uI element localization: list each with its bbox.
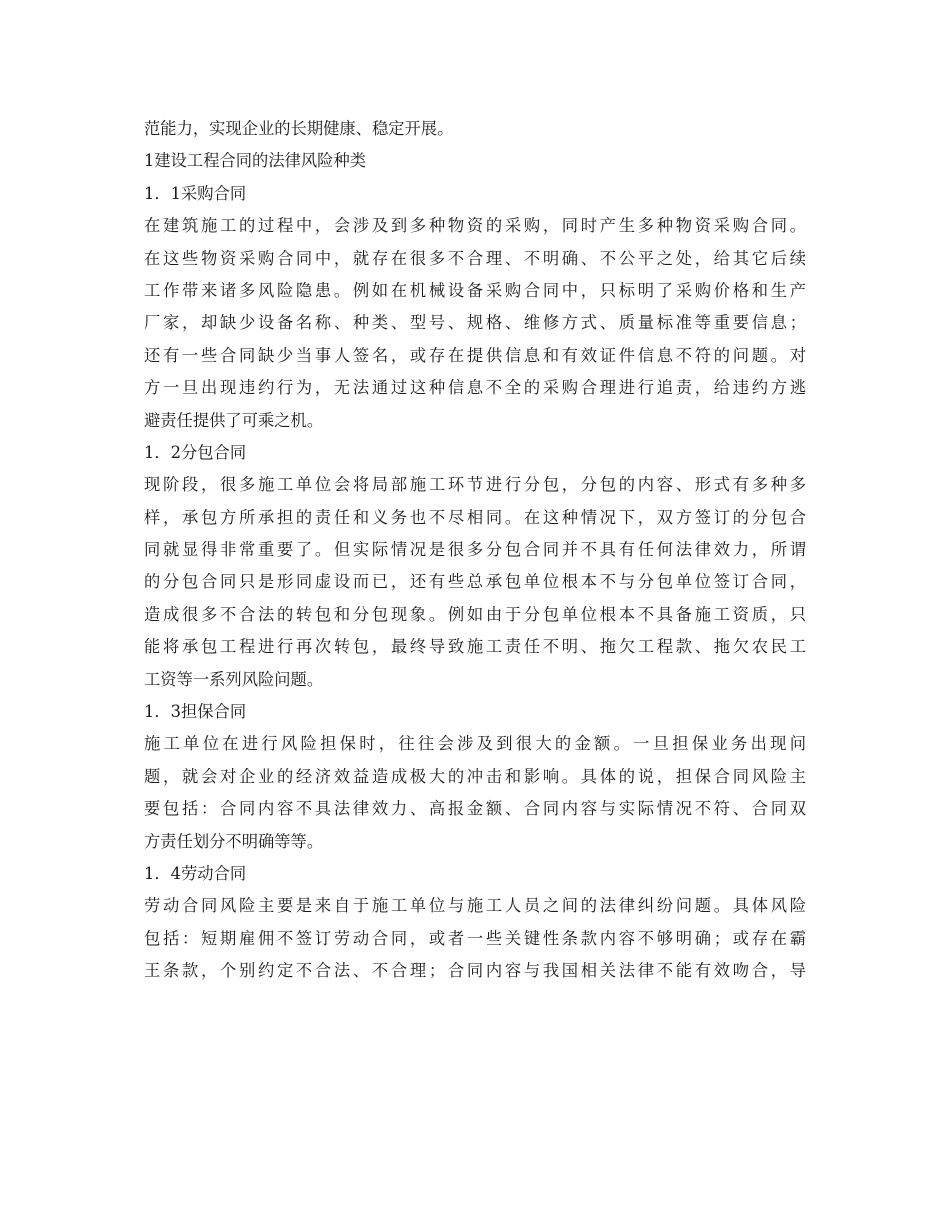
body-line: 厂家，却缺少设备名称、种类、型号、规格、维修方式、质量标准等重要信息； xyxy=(144,313,806,333)
body-line: 方责任划分不明确等等。 xyxy=(144,831,324,851)
body-line: 要包括：合同内容不具法律效力、高报金额、合同内容与实际情况不符、合同双 xyxy=(144,799,806,819)
body-line: 劳动合同风险主要是来自于施工单位与施工人员之间的法律纠纷问题。具体风险 xyxy=(144,896,806,916)
body-line: 在这些物资采购合同中，就存在很多不合理、不明确、不公平之处，给其它后续 xyxy=(144,248,806,268)
body-line: 避责任提供了可乘之机。 xyxy=(144,410,324,430)
body-line: 同就显得非常重要了。但实际情况是很多分包合同并不具有任何法律效力，所谓 xyxy=(144,540,806,560)
subsection-heading: 1．1采购合同 xyxy=(144,183,247,203)
body-line: 能将承包工程进行再次转包，最终导致施工责任不明、拖欠工程款、拖欠农民工 xyxy=(144,637,806,657)
body-line: 在建筑施工的过程中，会涉及到多种物资的采购，同时产生多种物资采购合同。 xyxy=(144,216,806,236)
body-line: 题，就会对企业的经济效益造成极大的冲击和影响。具体的说，担保合同风险主 xyxy=(144,766,806,786)
body-line: 包括：短期雇佣不签订劳动合同，或者一些关键性条款内容不够明确；或存在霸 xyxy=(144,928,806,948)
subsection-heading: 1．3担保合同 xyxy=(144,702,247,722)
body-line: 工作带来诸多风险隐患。例如在机械设备采购合同中，只标明了采购价格和生产 xyxy=(144,280,806,300)
body-line: 样，承包方所承担的责任和义务也不尽相同。在这种情况下，双方签订的分包合 xyxy=(144,507,806,527)
body-line: 造成很多不合法的转包和分包现象。例如由于分包单位根本不具备施工资质，只 xyxy=(144,604,806,624)
body-line: 范能力，实现企业的长期健康、稳定开展。 xyxy=(144,119,454,138)
body-line: 还有一些合同缺少当事人签名，或存在提供信息和有效证件信息不符的问题。对 xyxy=(144,345,806,365)
body-line: 的分包合同只是形同虚设而已，还有些总承包单位根本不与分包单位签订合同， xyxy=(144,572,806,592)
body-line: 施工单位在进行风险担保时，往往会涉及到很大的金额。一旦担保业务出现问 xyxy=(144,734,806,754)
body-line: 王条款，个别约定不合法、不合理；合同内容与我国相关法律不能有效吻合，导 xyxy=(144,961,806,981)
section-heading: 1建设工程合同的法律风险种类 xyxy=(144,151,367,171)
subsection-heading: 1．2分包合同 xyxy=(144,442,247,462)
body-line: 方一旦出现违约行为，无法通过这种信息不全的采购合理进行追责，给违约方逃 xyxy=(144,378,806,398)
body-line: 工资等一系列风险问题。 xyxy=(144,669,324,689)
subsection-heading: 1．4劳动合同 xyxy=(144,863,247,883)
body-line: 现阶段，很多施工单位会将局部施工环节进行分包，分包的内容、形式有多种多 xyxy=(144,475,806,495)
document-page xyxy=(144,113,806,988)
